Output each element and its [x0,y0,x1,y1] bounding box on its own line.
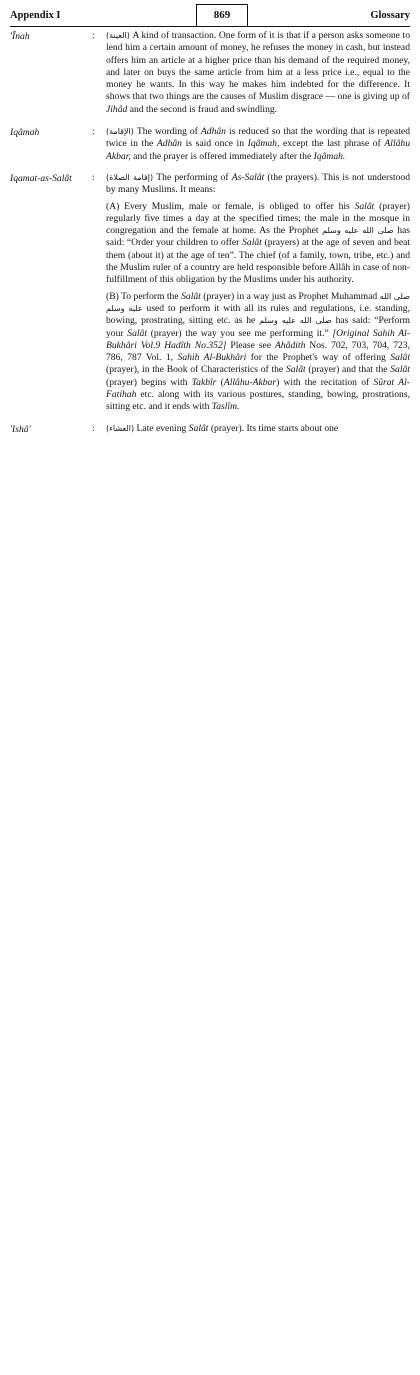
term-separator: : [92,422,95,434]
definition-text: has said: “Order your children to offer [106,225,411,249]
definition-paragraph [106,30,410,116]
definition-text: Salât [285,364,306,376]
glossary-entries [10,30,410,439]
definition-text: Jihâd [106,103,128,115]
term-separator: : [92,126,95,138]
definition-paragraph [106,126,410,163]
definition-text: Sûrat Al-Fatihah [106,376,410,401]
glossary-definition [106,172,410,418]
glossary-term: 'Înah [10,31,30,42]
definition-text: A kind of transaction. One form of it is that if a person asks someone to lend him a certain amount of money, he refuses the money in cash, but instead offers him an article at a higher price than his demand of the required money, and later on buys the same article from him at a less price i.e., equal to the money he wants. In this way he makes him indebted for the difference. It shows that two things are the causes of Muslim disgrace — one is giving up of [106,30,410,103]
definition-text: Allâhu Akbar, [106,138,411,162]
definition-text: (prayer) regularly five times a day at the specified times; the male in the mosque in congregation and the female at home. As the Prophet [106,200,410,237]
definition-text: (prayer) the way you see me performing it.” [147,327,333,339]
definition-text: (B) To perform the [106,290,182,302]
definition-text: Salât [354,200,375,212]
definition-text: ) with the recitation of [276,376,374,388]
definition-text: (prayer) and that the [305,364,391,376]
definition-text: (A) Every Muslim, male or female, is obliged to offer his [106,200,355,212]
glossary-term: Iqâmah [10,127,40,139]
running-header [10,4,410,27]
definition-text: Adhân [200,126,226,138]
definition-text: Ahâdith [275,339,306,351]
definition-paragraph [106,291,410,414]
arabic-honorific: صلى الله عليه وسلم [322,226,394,236]
glossary-entry [10,30,410,120]
header-glossary-label: Glossary [370,10,410,21]
glossary-definition [106,423,410,439]
definition-text: As-Salât [231,171,265,183]
definition-text: (prayer), in the Book of Characteristics of the [106,364,286,376]
definition-text: used to perform it with all its rules and regulations, i.e. standing, bowing, prostrating, sitting etc. as he [106,302,410,327]
definition-text: and the second is fraud and swindling. [127,103,278,115]
definition-text: (prayer) in a way just as Prophet Muhammad [200,290,380,302]
glossary-definition [106,126,410,167]
definition-text: The performing of [153,171,232,183]
definition-text: ( [216,376,224,388]
definition-text: (the prayers). This is not understood by many Muslims. It means: [106,171,410,196]
glossary-entry [10,423,410,439]
header-section-label: Appendix I [10,10,61,21]
definition-paragraph [106,201,410,287]
definition-text: Allâhu-Akbar [223,376,277,388]
definition-text: The wording of [133,126,201,138]
definition-text: Late evening [134,422,189,434]
definition-text: Salât [390,364,410,376]
definition-text: Salât [390,352,410,364]
definition-text: Iqâmah. [313,150,346,162]
definition-text: is said once in [181,138,248,150]
definition-text: Adhân [156,138,182,150]
arabic-term: (الإقامة) [106,127,134,137]
glossary-entry [10,126,410,167]
definition-text: (prayer) begins with [106,376,192,388]
definition-text: [Original Sahih Al-Bukhâri Vol.9 Hadîth No.352] [106,327,411,351]
definition-text: has said: “Perform your [106,315,410,339]
definition-text: except the last phrase of [279,138,385,150]
term-separator: : [92,171,95,183]
glossary-term: Iqamat-as-Salât [10,172,72,184]
glossary-term: 'Ishâ' [10,423,31,435]
definition-text: is reduced so that the wording that is repeated twice in the [106,126,410,150]
definition-text: Nos. 702, 703, 704, 723, 786, 787 Vol. 1, [106,339,410,364]
definition-text: Salât [181,290,201,302]
definition-text: for the Prophet's way of offering [246,352,391,364]
arabic-honorific: صلى الله عليه وسلم [106,291,410,313]
term-separator: : [92,30,95,41]
definition-paragraph [106,172,410,197]
page-number: 869 [196,4,248,26]
definition-text: etc. along with its various postures, standing, bowing, prostrations, sitting etc. and it ends with [106,389,410,413]
glossary-definition [106,30,410,120]
definition-text: (prayers) at the age of seven and beat them (about it) at the age of ten”. The chief (of a family, town, tribe, etc.) and the Muslim ruler of a country are held responsible before Allâh in case of non-fulfillment of this obligation by the Muslims under his authority. [106,237,410,286]
arabic-honorific: صلى الله عليه وسلم [259,316,332,326]
arabic-term: (العشاء) [106,423,135,433]
definition-text: Taslîm. [211,401,240,413]
glossary-entry [10,172,410,418]
arabic-term: (إقامة الصلاة) [106,172,154,182]
definition-text: Takbîr [191,376,217,388]
definition-paragraph [106,423,410,435]
definition-text: Salât [188,422,209,434]
definition-text: Sahih Al-Bukhâri [177,352,247,364]
arabic-term: (العينة) [106,31,130,40]
definition-text: Salât [127,327,148,339]
definition-text: and the prayer is offered immediately after the [130,150,314,162]
definition-text: Iqâmah, [247,138,280,150]
definition-text: Salât [242,237,262,249]
definition-text: Please see [226,339,275,351]
definition-text: (prayer). Its time starts about one [208,422,339,434]
